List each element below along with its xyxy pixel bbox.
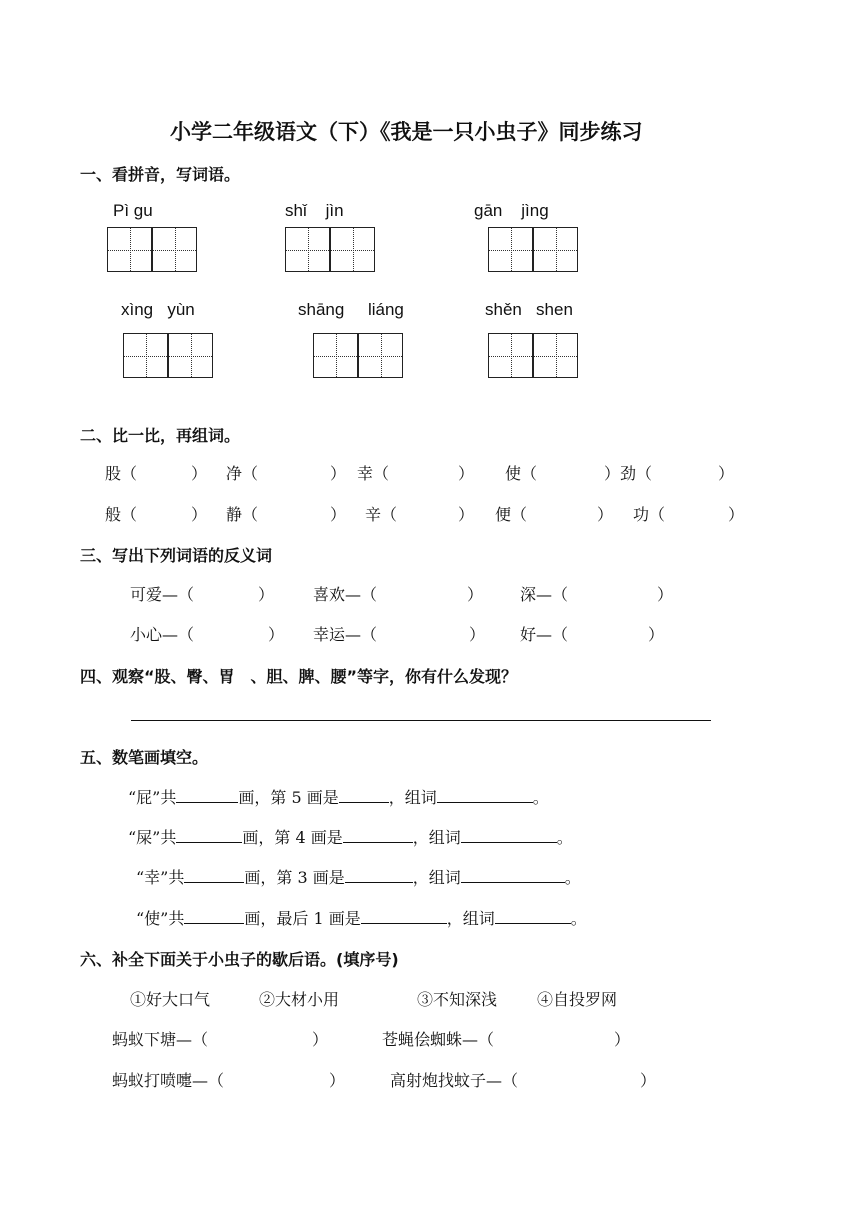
stroke-line: “使”共 画，最后 1 画是 ，组词 。 — [136, 909, 587, 928]
pinyin-label: shǐ jìn — [285, 201, 344, 220]
antonym-item: 可爱—（ — [130, 585, 195, 604]
blank-paren: ） — [469, 625, 486, 644]
blank-paren: ） — [258, 585, 275, 604]
section-2-heading: 二、比一比，再组词。 — [80, 426, 241, 445]
writing-grid-box[interactable] — [488, 227, 533, 272]
blank[interactable] — [339, 788, 389, 803]
section-6-heading: 六、补全下面关于小虫子的歇后语。(填序号) — [80, 950, 399, 969]
blank[interactable] — [437, 788, 533, 803]
antonym-item: 幸运—（ — [313, 625, 378, 644]
compare-item: 般（ — [105, 505, 138, 524]
blank-paren: ） — [597, 505, 614, 524]
blank-paren: ） — [648, 625, 665, 644]
writing-grid-box[interactable] — [358, 333, 403, 378]
stroke-line: “幸”共 画，第 3 画是 ，组词 。 — [136, 868, 581, 887]
writing-grid-box[interactable] — [330, 227, 375, 272]
blank[interactable] — [184, 868, 244, 883]
answer-line[interactable] — [131, 720, 711, 721]
writing-grid-box[interactable] — [488, 333, 533, 378]
antonym-item: 深—（ — [520, 585, 569, 604]
blank-paren: ） — [657, 585, 674, 604]
option-item: ④自投罗网 — [537, 990, 618, 1009]
section-3-heading: 三、写出下列词语的反义词 — [80, 546, 273, 565]
blank[interactable] — [184, 909, 244, 924]
saying-item: 高射炮找蚊子—（ — [390, 1071, 519, 1090]
blank[interactable] — [176, 788, 238, 803]
pinyin-label: shāng liáng — [298, 300, 404, 319]
blank-paren: ） — [467, 585, 484, 604]
section-5-heading: 五、数笔画填空。 — [80, 748, 209, 767]
antonym-item: 好—（ — [520, 625, 569, 644]
blank-paren: ） — [330, 464, 347, 483]
blank[interactable] — [461, 868, 565, 883]
compare-item: 股（ — [105, 464, 138, 483]
stroke-line: “屁”共 画，第 5 画是 ，组词 。 — [128, 788, 549, 807]
blank[interactable] — [345, 868, 413, 883]
compare-item: 净（ — [226, 464, 259, 483]
option-item: ①好大口气 — [130, 990, 211, 1009]
blank-paren: ） — [312, 1030, 329, 1049]
blank-paren: ） — [458, 505, 475, 524]
compare-item: 功（ — [633, 505, 666, 524]
blank-paren: ） — [191, 505, 208, 524]
writing-grid-box[interactable] — [533, 227, 578, 272]
compare-item: 静（ — [226, 505, 259, 524]
option-item: ②大材小用 — [259, 990, 340, 1009]
blank-paren: ） — [614, 1030, 631, 1049]
writing-grid-box[interactable] — [107, 227, 152, 272]
page-title: 小学二年级语文（下）《我是一只小虫子》同步练习 — [170, 119, 643, 144]
blank[interactable] — [461, 828, 557, 843]
saying-item: 蚂蚁打喷嚏—（ — [112, 1071, 225, 1090]
blank-paren: ） — [718, 464, 735, 483]
saying-item: 蚂蚁下塘—（ — [112, 1030, 209, 1049]
writing-grid-box[interactable] — [533, 333, 578, 378]
compare-item: 便（ — [495, 505, 528, 524]
blank-paren: ） — [330, 505, 347, 524]
blank-paren: ） — [640, 1071, 657, 1090]
blank[interactable] — [361, 909, 447, 924]
stroke-line: “屎”共 画，第 4 画是 ，组词 。 — [128, 828, 573, 847]
compare-item: 幸（ — [357, 464, 390, 483]
antonym-item: 喜欢—（ — [313, 585, 378, 604]
blank-paren: ） — [728, 505, 745, 524]
saying-item: 苍蝇侩蜘蛛—（ — [382, 1030, 495, 1049]
blank[interactable] — [495, 909, 571, 924]
writing-grid-box[interactable] — [168, 333, 213, 378]
compare-item: 辛（ — [365, 505, 398, 524]
pinyin-label: Pì gu — [113, 201, 153, 220]
writing-grid-box[interactable] — [152, 227, 197, 272]
option-item: ③不知深浅 — [417, 990, 498, 1009]
writing-grid-box[interactable] — [285, 227, 330, 272]
blank[interactable] — [343, 828, 413, 843]
blank[interactable] — [176, 828, 242, 843]
blank-paren: ） — [329, 1071, 346, 1090]
antonym-item: 小心—（ — [130, 625, 195, 644]
blank-paren: ） — [458, 464, 475, 483]
pinyin-label: gān jìng — [474, 201, 549, 220]
compare-item: 使（ — [505, 464, 538, 483]
pinyin-label: xìng yùn — [121, 300, 195, 319]
blank-paren: ） — [191, 464, 208, 483]
section-1-heading: 一、看拼音，写词语。 — [80, 165, 241, 184]
pinyin-label: shěn shen — [485, 300, 573, 319]
blank-paren: ）劲（ — [604, 464, 653, 483]
writing-grid-box[interactable] — [123, 333, 168, 378]
writing-grid-box[interactable] — [313, 333, 358, 378]
blank-paren: ） — [268, 625, 285, 644]
section-4-heading: 四、观察“股、臀、胃 、胆、脾、腰”等字，你有什么发现？ — [80, 667, 518, 686]
